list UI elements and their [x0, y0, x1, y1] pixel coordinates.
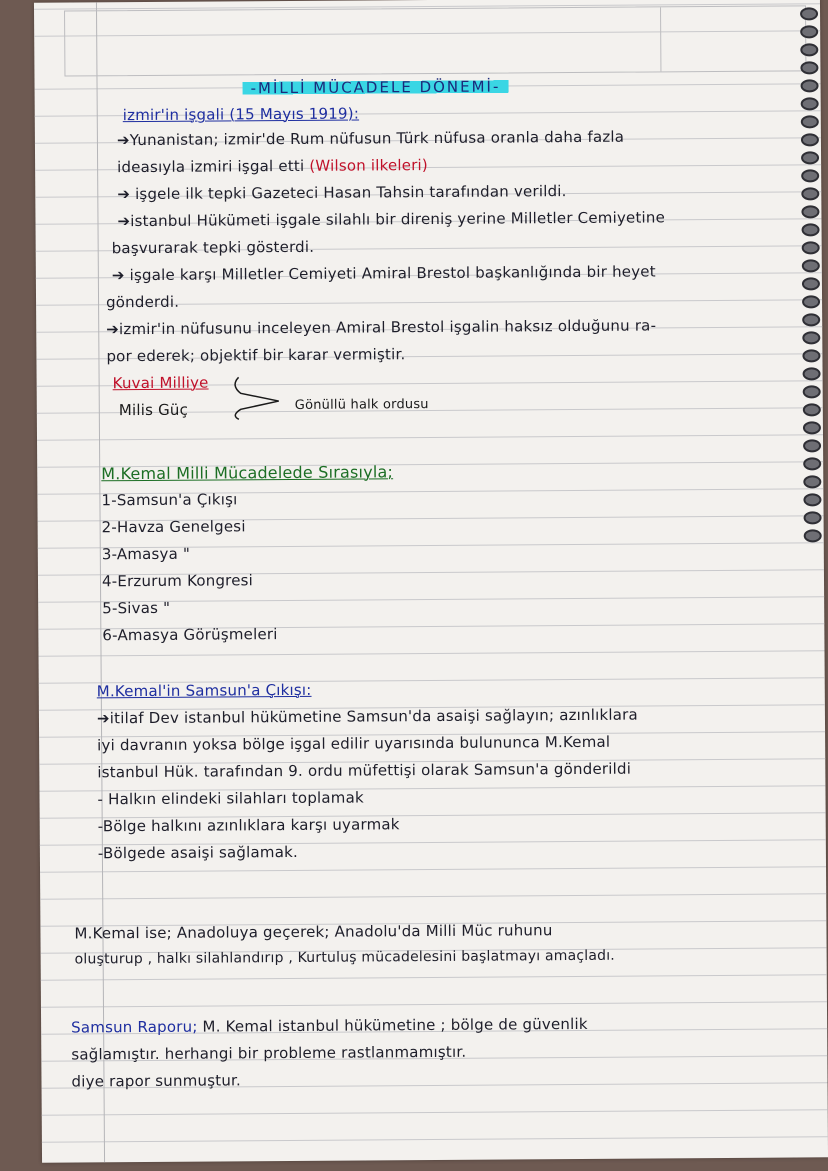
spiral-ring-icon [802, 331, 820, 344]
rapor-line-3: diye rapor sunmuştur. [71, 1071, 242, 1091]
sequence-heading: M.Kemal Milli Mücadelede Sırasıyla; [101, 462, 394, 484]
samsun-bullet-1: - Halkın elindeki silahları toplamak [97, 788, 364, 809]
izmir-line-5: başvurarak tepki gösterdi. [111, 237, 315, 258]
spiral-ring-icon [801, 205, 819, 218]
spiral-ring-icon [803, 403, 821, 416]
spiral-ring-icon [803, 493, 821, 506]
spiral-ring-icon [800, 43, 818, 56]
spiral-ring-icon [801, 115, 819, 128]
wilson-note: (Wilson ilkeleri) [309, 156, 429, 175]
spiral-ring-icon [801, 97, 819, 110]
izmir-line-3: ➔ işgele ilk tepki Gazeteci Hasan Tahsin tarafından verildi. [117, 182, 567, 204]
kuvayi-sub: Milis Güç [118, 400, 189, 420]
samsun-line-3: istanbul Hük. tarafından 9. ordu müfettişi olarak Samsun'a gönderildi [97, 759, 632, 782]
spiral-ring-icon [803, 367, 821, 380]
rapor-line-1-text: M. Kemal istanbul hükümetine ; bölge de güvenlik [202, 1014, 588, 1036]
spiral-ring-icon [804, 529, 822, 542]
izmir-line-7: gönderdi. [105, 292, 180, 312]
spiral-ring-icon [802, 241, 820, 254]
sequence-item-2: 2-Havza Genelgesi [101, 517, 246, 537]
spiral-ring-icon [803, 457, 821, 470]
izmir-line-9: por ederek; objektif bir karar vermiştir. [106, 345, 406, 366]
spiral-ring-icon [804, 511, 822, 524]
spiral-binding [796, 7, 823, 467]
sequence-item-4: 4-Erzurum Kongresi [101, 571, 254, 591]
spiral-ring-icon [803, 385, 821, 398]
spiral-ring-icon [802, 349, 820, 362]
spiral-ring-icon [803, 439, 821, 452]
izmir-line-2 [117, 156, 428, 176]
sequence-item-6: 6-Amasya Görüşmeleri [102, 625, 278, 645]
izmir-line-8: ➔izmir'in nüfusunu inceleyen Amiral Brestol işgalin haksız olduğunu ra- [106, 316, 657, 339]
izmir-line-2-text: ideasıyla izmiri işgal etti [117, 156, 305, 177]
notebook-page [34, 0, 828, 1163]
spiral-ring-icon [803, 475, 821, 488]
samsun-line-1: ➔itilaf Dev istanbul hükümetine Samsun'da asaişi sağlayın; azınlıklara [96, 705, 638, 728]
samsun-bullet-2: -Bölge halkını azınlıklara karşı uyarmak [97, 815, 400, 836]
brace-arrow-icon [227, 371, 287, 421]
spiral-ring-icon [802, 295, 820, 308]
spiral-ring-icon [802, 223, 820, 236]
spiral-ring-icon [801, 169, 819, 182]
rapor-label: Samsun Raporu; [71, 1017, 198, 1037]
spiral-ring-icon [800, 7, 818, 20]
izmir-line-6: ➔ işgale karşı Milletler Cemiyeti Amiral Brestol başkanlığında bir heyet [111, 262, 656, 285]
kuvayi-label: Kuvai Milliye [112, 373, 209, 393]
sequence-item-3: 3-Amasya " [101, 544, 191, 564]
spiral-ring-icon [802, 277, 820, 290]
header-divider [660, 7, 661, 71]
spiral-ring-icon [800, 61, 818, 74]
purpose-line-2: oluşturup , halkı silahlandırıp , Kurtuluş mücadelesini başlatmayı amaçladı. [74, 947, 615, 968]
samsun-heading: M.Kemal'in Samsun'a Çıkışı: [96, 680, 312, 701]
sequence-item-5: 5-Sivas " [102, 598, 171, 618]
spiral-ring-icon [802, 259, 820, 272]
izmir-line-1: ➔Yunanistan; izmir'de Rum nüfusun Türk nüfusa oranla daha fazla [116, 127, 625, 150]
rapor-line-2: sağlamıştır. herhangi bir probleme rastlanmamıştır. [71, 1042, 467, 1064]
page-title: -MİLLİ MÜCADELE DÖNEMİ- [242, 77, 508, 97]
kuvayi-definition: Gönüllü halk ordusu [294, 397, 429, 413]
spiral-ring-icon [801, 133, 819, 146]
sequence-item-1: 1-Samsun'a Çıkışı [101, 490, 238, 510]
spiral-ring-icon [801, 151, 819, 164]
spiral-ring-icon [800, 25, 818, 38]
spiral-ring-icon [801, 79, 819, 92]
spiral-ring-icon [803, 421, 821, 434]
purpose-line-1: M.Kemal ise; Anadoluya geçerek; Anadolu'da Milli Müc ruhunu [74, 921, 553, 943]
izmir-heading: izmir'in işgali (15 Mayıs 1919): [122, 104, 360, 125]
rapor-line-1 [71, 1015, 588, 1037]
izmir-line-4: ➔istanbul Hükümeti işgale silahlı bir direniş yerine Milletler Cemiyetine [117, 208, 666, 231]
spiral-ring-icon [801, 187, 819, 200]
samsun-line-2: iyi davranın yoksa bölge işgal edilir uyarısında bulununca M.Kemal [97, 732, 611, 755]
samsun-bullet-3: -Bölgede asaişi sağlamak. [97, 842, 299, 863]
page-header-box [64, 5, 806, 76]
spiral-ring-icon [802, 313, 820, 326]
